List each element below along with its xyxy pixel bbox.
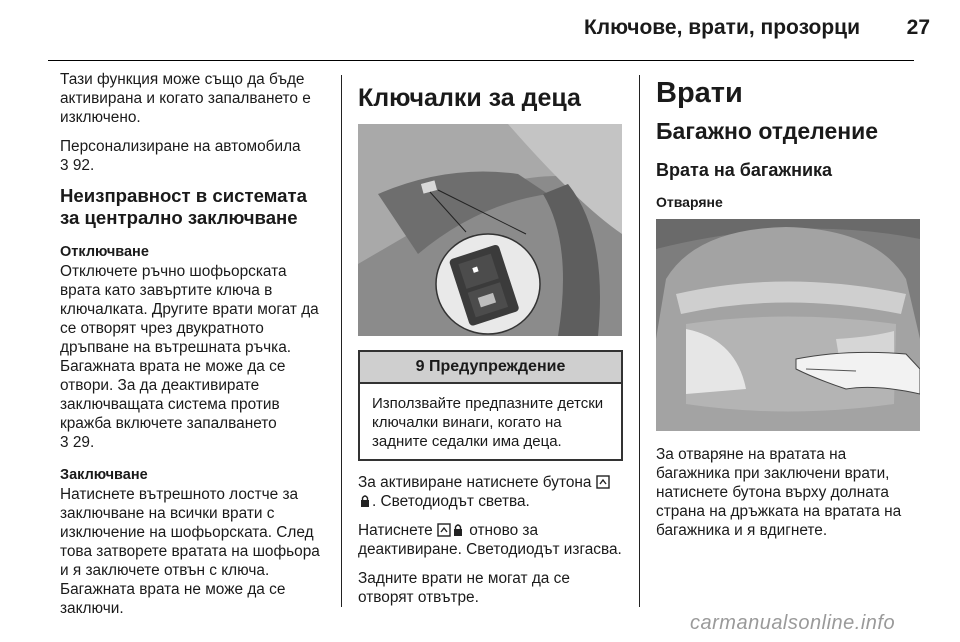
page-number: 27	[906, 16, 930, 39]
tailgate-heading: Врата на багажника	[656, 160, 833, 180]
fault-heading: Неизправност в системата за централно заключване	[60, 185, 307, 228]
unlock-paragraph	[60, 262, 328, 452]
tailgate-photo	[656, 219, 920, 431]
ref-arrow-icon: 3	[60, 157, 69, 174]
warning-header	[360, 352, 621, 384]
column-left	[60, 70, 328, 618]
deactivate-text-rest: отново за деактивиране. Светодиодът изгасва.	[358, 522, 622, 558]
opening-paragraph: За отваряне на вратата на багажника при заключени врати, натиснете бутона върху долната страна на дръжката на вратата на багажника и я вдигнете.	[656, 446, 902, 539]
doors-heading: Врати	[656, 77, 743, 109]
warning-box	[358, 350, 623, 461]
lock-paragraph: Натиснете вътрешното лостче за заключване на всички врати с изключение на шофьорската. След това затворете вратата на шофьора и я заключете отвън с ключа. Багажната врата не може да се заключи.	[60, 486, 320, 617]
activate-text-led: . Светодиодът светва.	[372, 493, 530, 510]
door-lock-icon	[596, 475, 610, 489]
deactivate-text: Натиснете	[358, 522, 433, 539]
intro-paragraph: Тази функция може също да бъде активирана и когато запалването е изключено.	[60, 71, 311, 126]
opening-heading: Отваряне	[656, 194, 723, 210]
trunk-heading: Багажно отделение	[656, 118, 879, 144]
page-reference-link[interactable]: 92.	[72, 157, 95, 174]
activate-paragraph	[358, 473, 623, 511]
page-reference-link[interactable]: 29.	[72, 434, 95, 451]
page-title: Ключове, врати, прозорци	[583, 16, 860, 39]
warning-triangle-icon: 9	[415, 358, 425, 375]
child-lock-icon	[358, 494, 372, 508]
column-right	[656, 70, 921, 540]
column-divider	[639, 75, 640, 607]
personalization-paragraph	[60, 137, 328, 175]
deactivate-paragraph	[358, 521, 623, 559]
watermark: carmanualsonline.info	[690, 612, 896, 634]
child-lock-icon	[451, 523, 465, 537]
column-divider	[341, 75, 342, 607]
ref-arrow-icon: 3	[60, 434, 69, 451]
warning-text: Използвайте предпазните детски ключалки винаги, когато на задните седалки има деца.	[372, 395, 604, 450]
column-middle	[358, 70, 623, 607]
header-rule	[48, 60, 914, 61]
personalization-text: Персонализиране на автомобила	[60, 138, 301, 155]
child-locks-heading: Ключалки за деца	[358, 84, 581, 112]
door-lock-icon	[437, 523, 451, 537]
unlock-heading: Отключване	[60, 244, 149, 260]
warning-title: Предупреждение	[429, 358, 566, 375]
unlock-text: Отключете ръчно шофьорската врата като завъртите ключа в ключалката. Другите врати могат да се отворят чрез двукратното дръпване на вътрешната ръчка. Багажната врата не може да се отвори. За да деактивирате заключващата система против кражба включете запалването	[60, 263, 319, 432]
door-panel-photo	[358, 124, 622, 336]
lock-heading: Заключване	[60, 467, 148, 483]
rear-doors-paragraph: Задните врати не могат да се отворят отвътре.	[358, 570, 570, 606]
activate-text: За активиране натиснете бутона	[358, 474, 592, 491]
